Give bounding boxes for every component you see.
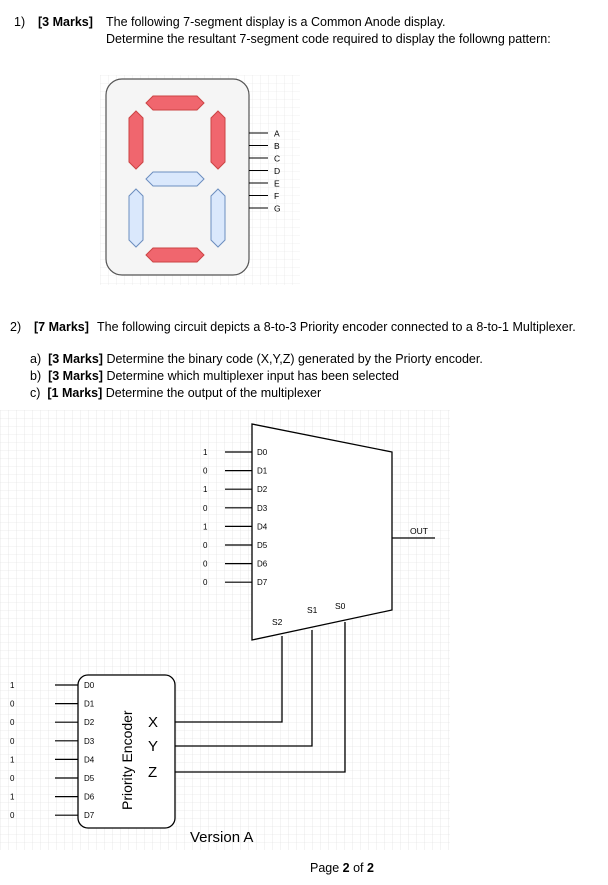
enc-input-label-0: D0 <box>84 681 95 690</box>
segment-c <box>211 189 225 247</box>
enc-input-value-2: 0 <box>10 718 15 728</box>
q1-line1: The following 7-segment display is a Common Anode display. <box>106 15 446 29</box>
q2-item-c: c) [1 Marks] Determine the output of the multiplexer <box>30 386 322 400</box>
mux-input-value-1: 0 <box>203 466 208 476</box>
seven-segment-figure <box>100 75 300 285</box>
q2-marks: [7 Marks] <box>34 320 89 334</box>
enc-input-label-1: D1 <box>84 699 95 709</box>
pin-label-g: G <box>274 203 281 214</box>
version-label: Version A <box>190 829 254 846</box>
encoder-label: Priority Encoder <box>119 710 135 810</box>
mux-input-label-7: D7 <box>257 578 268 588</box>
mux-input-label-6: D6 <box>257 559 268 569</box>
mux-input-value-0: 1 <box>203 448 208 457</box>
mux-select-label-0: S2 <box>272 617 283 627</box>
enc-input-label-4: D4 <box>84 755 95 765</box>
q1-number: 1) <box>14 15 26 29</box>
q2-item-b: b) [3 Marks] Determine which multiplexer input has been selected <box>30 369 399 383</box>
mux-input-label-3: D3 <box>257 503 268 513</box>
mux-input-value-6: 0 <box>203 559 208 569</box>
enc-input-value-6: 1 <box>10 792 15 802</box>
q2-item-a: a) [3 Marks] Determine the binary code (X,Y,Z) generated by the Priorty encoder. <box>30 352 483 366</box>
segment-d <box>146 248 204 262</box>
mux-input-label-1: D1 <box>257 466 268 476</box>
segment-a <box>146 96 204 110</box>
mux-input-label-5: D5 <box>257 541 268 550</box>
mux-input-value-2: 1 <box>203 485 208 495</box>
multiplexer-body <box>252 424 392 640</box>
enc-output-label-y: Y <box>148 738 159 755</box>
enc-input-label-6: D6 <box>84 792 95 802</box>
enc-output-label-z: Z <box>148 764 158 781</box>
enc-input-label-3: D3 <box>84 736 95 746</box>
mux-input-label-2: D2 <box>257 485 268 495</box>
pin-label-a: A <box>274 128 280 139</box>
mux-input-value-7: 0 <box>203 578 208 588</box>
enc-input-value-5: 0 <box>10 774 15 783</box>
enc-input-label-7: D7 <box>84 811 95 821</box>
pin-label-c: C <box>274 153 281 164</box>
q2-text: The following circuit depicts a 8-to-3 Priority encoder connected to a 8-to-1 Multiplexer. <box>97 320 576 334</box>
segment-b <box>211 111 225 169</box>
q1-marks: [3 Marks] <box>38 15 93 29</box>
mux-select-label-1: S1 <box>307 605 318 615</box>
mux-select-label-2: S0 <box>335 601 346 611</box>
mux-input-value-4: 1 <box>203 522 208 532</box>
q1-line2: Determine the resultant 7-segment code required to display the followng pattern: <box>106 32 551 46</box>
page-footer: Page 2 of 2 <box>310 861 374 875</box>
pin-label-d: D <box>274 166 281 176</box>
enc-input-value-7: 0 <box>10 811 15 821</box>
enc-input-value-1: 0 <box>10 699 15 709</box>
mux-input-value-5: 0 <box>203 541 208 550</box>
enc-input-value-4: 1 <box>10 755 15 765</box>
enc-input-value-0: 1 <box>10 681 15 690</box>
mux-input-label-4: D4 <box>257 522 268 532</box>
enc-input-label-5: D5 <box>84 774 95 783</box>
circuit-figure <box>0 410 450 850</box>
mux-out-label: OUT <box>410 526 428 536</box>
pin-label-b: B <box>274 141 280 151</box>
enc-input-value-3: 0 <box>10 736 15 746</box>
enc-input-label-2: D2 <box>84 718 95 728</box>
pin-label-f: F <box>274 191 280 201</box>
segment-e <box>129 189 143 247</box>
segment-g <box>146 172 204 186</box>
mux-input-value-3: 0 <box>203 503 208 513</box>
q2-number: 2) <box>10 320 22 334</box>
mux-input-label-0: D0 <box>257 448 268 457</box>
pin-label-e: E <box>274 178 280 189</box>
enc-output-label-x: X <box>148 714 159 731</box>
segment-f <box>129 111 143 169</box>
